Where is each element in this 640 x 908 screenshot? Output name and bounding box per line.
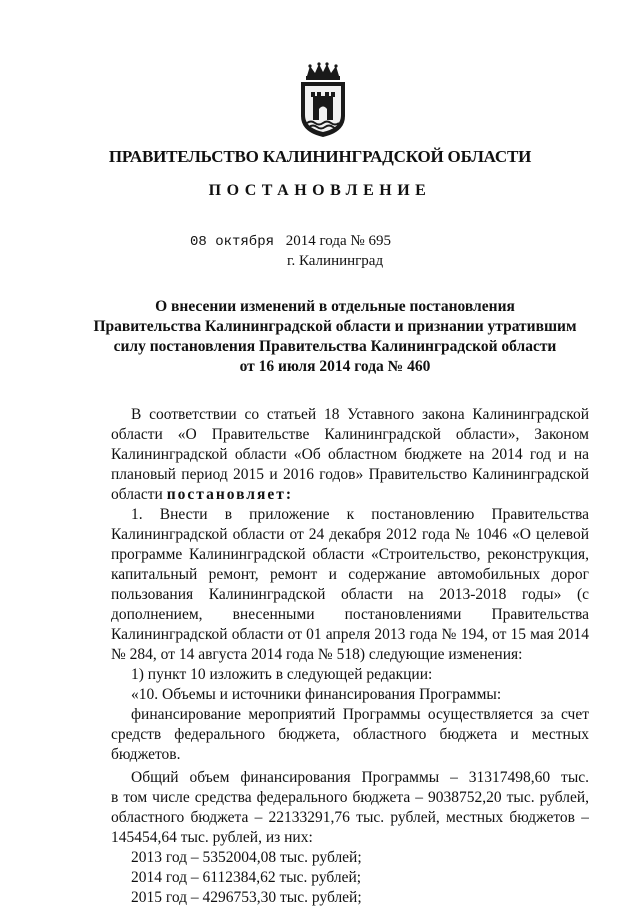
document-subject [80, 297, 590, 377]
document-body [111, 405, 589, 908]
body-line: программе Калининградской области «Строительство, реконструкция, [111, 546, 589, 563]
coat-of-arms-icon [298, 62, 348, 138]
subject-line: силу постановления Правительства Калининградской области [113, 338, 557, 355]
body-line: в том числе средства федерального бюджета – 9038752,20 тыс. рублей, [111, 789, 589, 806]
subject-line: Правительства Калининградской области и признании утратившим [93, 318, 577, 335]
body-line: 1. Внести в приложение к постановлению Правительства [131, 506, 589, 523]
body-line: бюджетов. [111, 746, 181, 763]
body-line: плановый период 2015 и 2016 годов» Правительство Калининградской [111, 466, 589, 483]
government-title: ПРАВИТЕЛЬСТВО КАЛИНИНГРАДСКОЙ ОБЛАСТИ [108, 147, 532, 166]
body-line [111, 485, 589, 505]
body-line: области «О Правительстве Калининградской области», Законом [111, 426, 589, 443]
body-line: 1) пункт 10 изложить в следующей редакции: [131, 666, 433, 683]
body-line: капитальный ремонт, ремонт и содержание автомобильных дорог [111, 566, 589, 583]
body-line: В соответствии со статьей 18 Уставного закона Калининградской [131, 406, 589, 423]
body-line: Калининградской области «Об областном бюджете на 2014 год и на [111, 446, 589, 463]
document-type: ПОСТАНОВЛЕНИЕ [208, 182, 432, 199]
resolves-word: постановляет: [166, 486, 294, 503]
body-line: Калининградской области от 01 апреля 2013 года № 194, от 15 мая 2014 [111, 626, 589, 643]
subject-line: от 16 июля 2014 года № 460 [239, 358, 431, 375]
body-line: 145454,64 тыс. рублей, из них: [111, 829, 313, 846]
body-line: пользования Калининградской области на 2013-2018 годы» (с [111, 586, 589, 603]
body-line: областного бюджета – 22133291,76 тыс. рублей, местных бюджетов – [111, 809, 589, 826]
body-line: Общий объем финансирования Программы – 31317498,60 тыс. [131, 769, 589, 786]
year-line: 2014 год – 6112384,62 тыс. рублей; [131, 869, 362, 886]
body-text: области [111, 486, 167, 503]
body-line: средств федерального бюджета, областного бюджета и местных [111, 726, 589, 743]
body-line: Калининградской области от 24 декабря 2012 года № 1046 «О целевой [111, 526, 589, 543]
document-city: г. Калининград [287, 253, 384, 269]
subject-line: О внесении изменений в отдельные постановления [155, 298, 515, 315]
year-line: 2015 год – 4296753,30 тыс. рублей; [131, 889, 362, 906]
date-number: 2014 года № 695 [285, 233, 391, 249]
body-line: «10. Объемы и источники финансирования Программы: [131, 686, 502, 703]
body-line: № 284, от 14 августа 2014 года № 518) следующие изменения: [111, 646, 523, 663]
body-line: финансирование мероприятий Программы осуществляется за счет [131, 706, 589, 723]
document-date [190, 233, 391, 250]
date-handwritten: 08 октября [190, 234, 275, 250]
year-line: 2013 год – 5352004,08 тыс. рублей; [131, 849, 362, 866]
body-line: дополнением, внесенными постановлениями Правительства [111, 606, 589, 623]
